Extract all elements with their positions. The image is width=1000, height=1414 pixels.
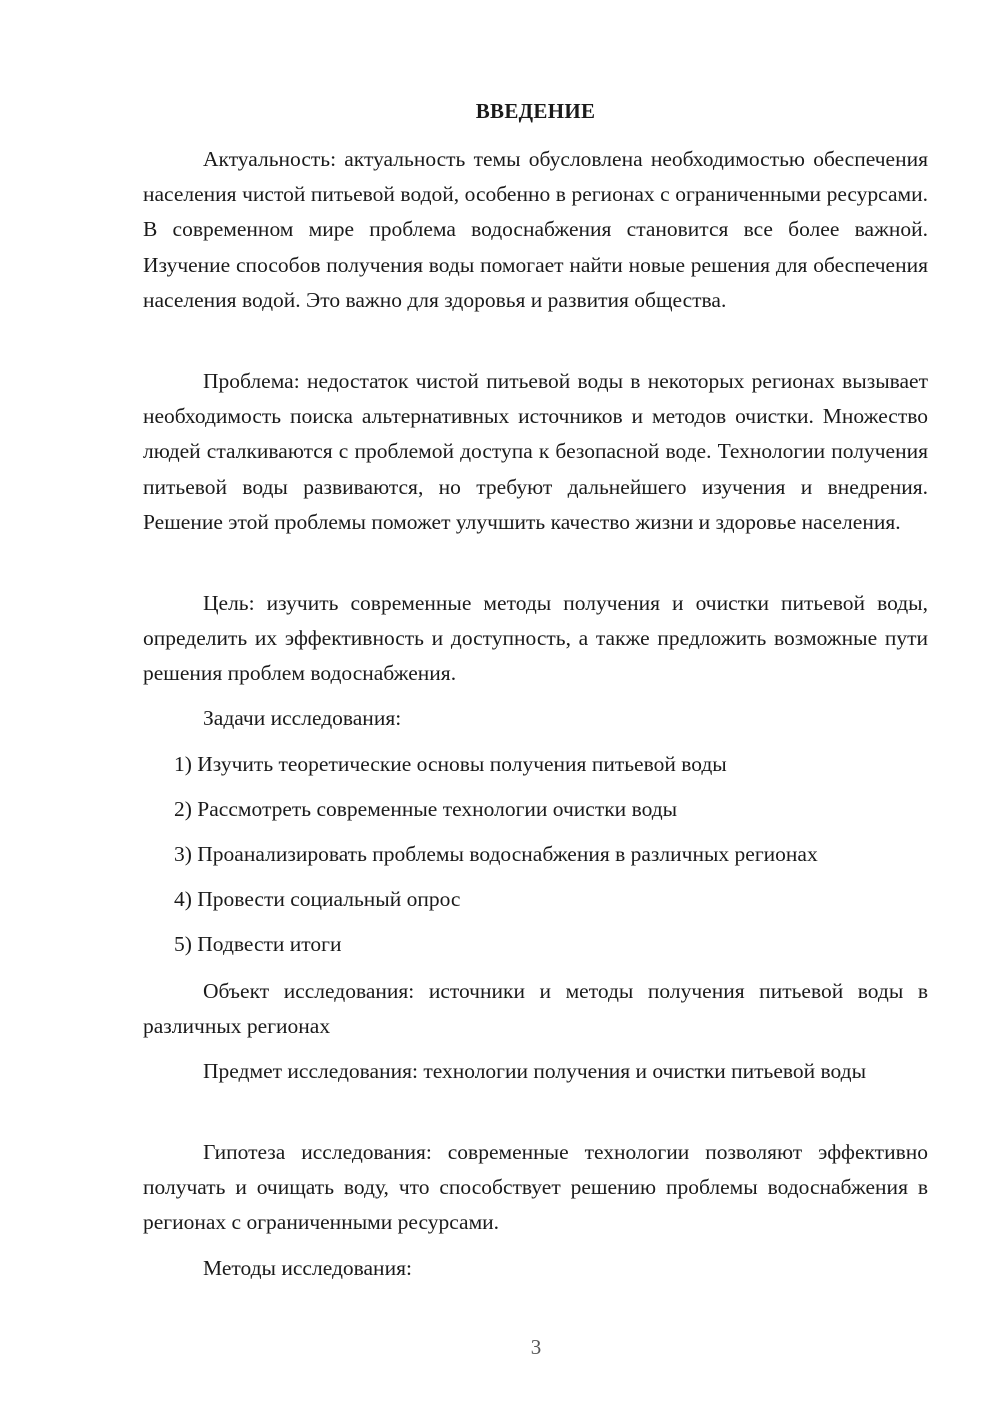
task-list-item: 2) Рассмотреть современные технологии очистки воды <box>174 797 678 821</box>
task-list-item: 3) Проанализировать проблемы водоснабжения в различных регионах <box>174 842 818 866</box>
paragraph-hypothesis: Гипотеза исследования: современные технологии позволяют эффективно получать и очищать воду, что способствует решению проблемы водоснабжения в регионах с ограниченными ресурсами. <box>143 1140 928 1235</box>
paragraph-problem: Проблема: недостаток чистой питьевой воды в некоторых регионах вызывает необходимость поиска альтернативных источников и методов очистки. Множество людей сталкиваются с проблемой доступа к безопасной воде. Технологии получения питьевой воды развиваются, но требуют дальнейшего изучения и внедрения. Решение этой проблемы поможет улучшить качество жизни и здоровье населения. <box>143 369 928 534</box>
paragraph-relevance: Актуальность: актуальность темы обусловлена необходимостью обеспечения населения чистой питьевой водой, особенно в регионах с ограниченными ресурсами. В современном мире проблема водоснабжения становится все более важной. Изучение способов получения воды помогает найти новые решения для обеспечения населения водой. Это важно для здоровья и развития общества. <box>143 147 928 312</box>
paragraph-subject: Предмет исследования: технологии получения и очистки питьевой воды <box>203 1059 867 1083</box>
task-list-item: 5) Подвести итоги <box>174 932 342 956</box>
page-number: 3 <box>530 1335 542 1359</box>
task-list-item: 4) Провести социальный опрос <box>174 887 461 911</box>
paragraph-tasks-heading: Задачи исследования: <box>203 706 402 730</box>
page-title: ВВЕДЕНИЕ <box>475 99 596 123</box>
paragraph-methods: Методы исследования: <box>203 1256 412 1280</box>
paragraph-goal: Цель: изучить современные методы получения и очистки питьевой воды, определить их эффективность и доступность, а также предложить возможные пути решения проблем водоснабжения. <box>143 591 928 686</box>
task-list-item: 1) Изучить теоретические основы получения питьевой воды <box>174 752 727 776</box>
paragraph-object: Объект исследования: источники и методы получения питьевой воды в различных регионах <box>143 979 928 1039</box>
